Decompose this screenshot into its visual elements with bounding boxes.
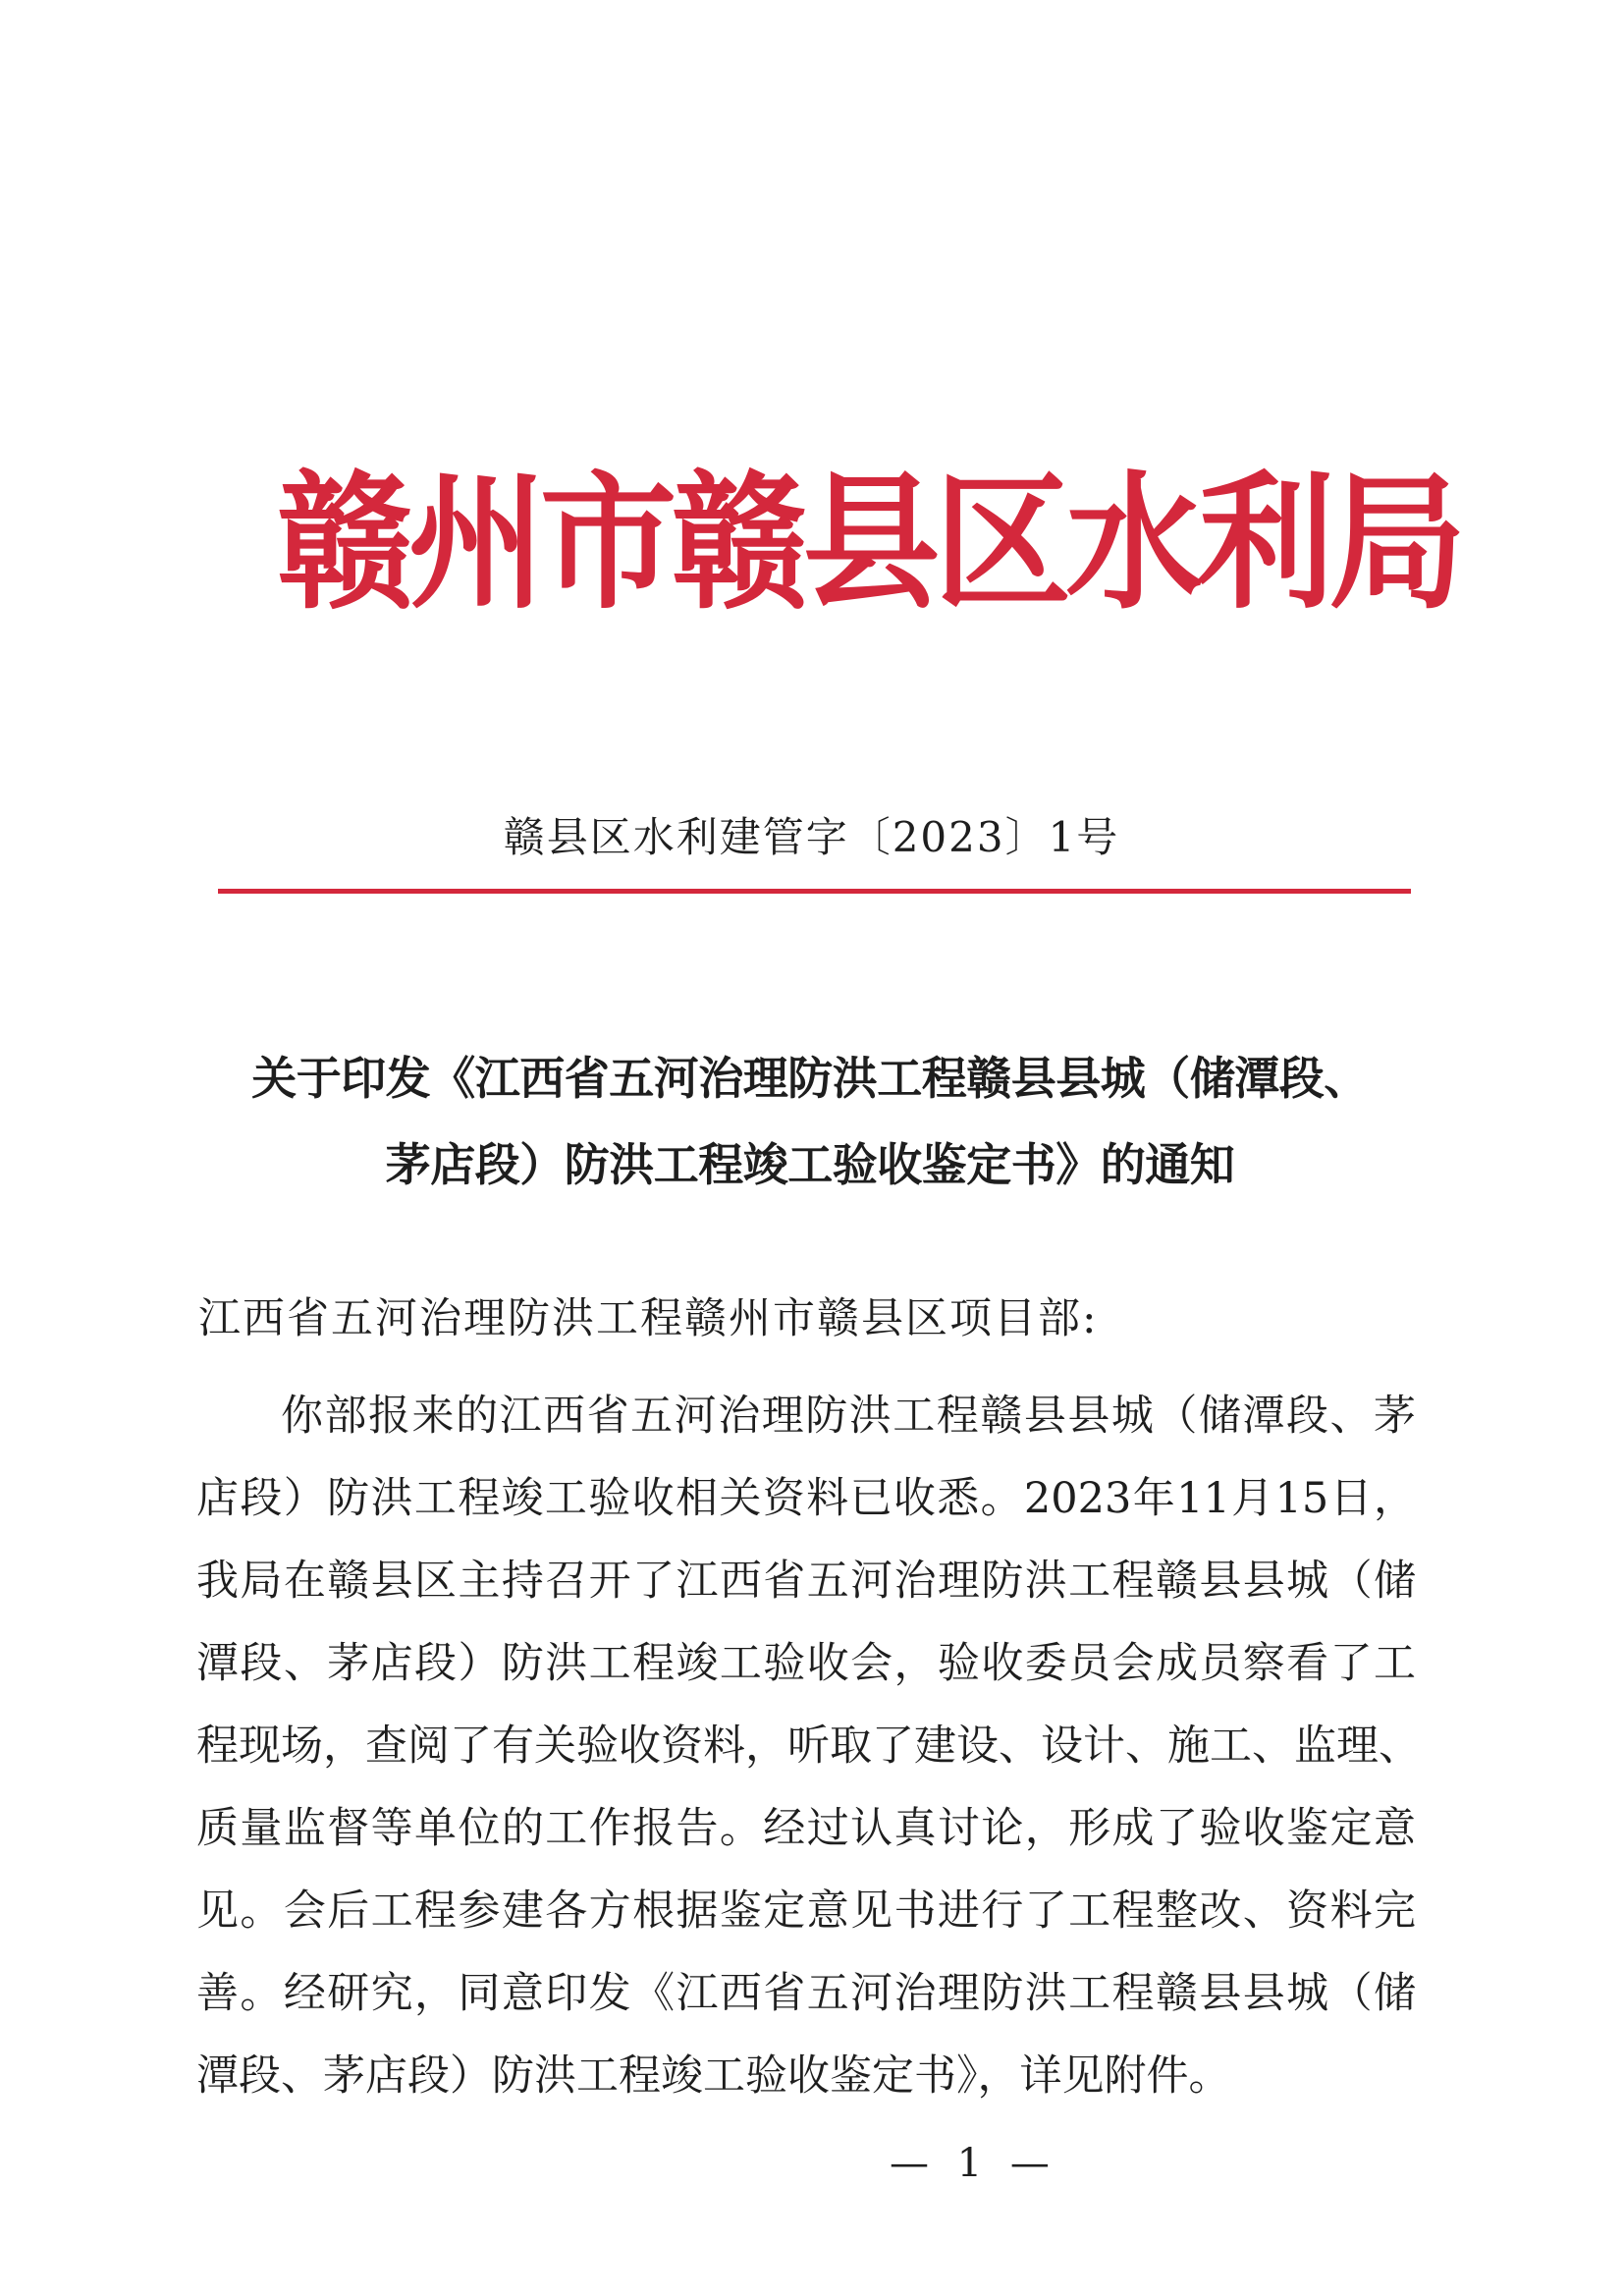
red-divider-line: [218, 889, 1411, 894]
body-paragraph: [196, 1375, 1421, 2117]
notice-title: [187, 1035, 1434, 1208]
body-line: 我局在赣县区主持召开了江西省五河治理防洪工程赣县县城（储: [196, 1557, 1416, 1606]
addressee: 江西省五河治理防洪工程赣州市赣县区项目部:: [198, 1294, 1099, 1343]
body-line: 潭段、茅店段）防洪工程竣工验收会，验收委员会成员察看了工: [196, 1639, 1416, 1688]
body-line: 程现场，查阅了有关验收资料，听取了建设、设计、施工、监理、: [196, 1722, 1421, 1771]
document-number: 赣县区水利建管字〔2023〕1号: [503, 813, 1120, 861]
body-line: 质量监督等单位的工作报告。经过认真讨论，形成了验收鉴定意: [196, 1804, 1416, 1853]
issuing-authority-title: 赣州市赣县区水利局: [277, 459, 1461, 629]
body-line: 潭段、茅店段）防洪工程竣工验收鉴定书》，详见附件。: [196, 2051, 1231, 2101]
notice-title-line: 关于印发《江西省五河治理防洪工程赣县县城（储潭段、: [251, 1052, 1369, 1105]
body-line: 你部报来的江西省五河治理防洪工程赣县县城（储潭段、茅: [281, 1392, 1416, 1441]
body-line: 店段）防洪工程竣工验收相关资料已收悉。2023年11月15日，: [196, 1474, 1416, 1523]
body-line: 见。会后工程参建各方根据鉴定意见书进行了工程整改、资料完: [196, 1886, 1416, 1936]
page-number: — 1 —: [890, 2141, 1057, 2186]
notice-title-line: 茅店段）防洪工程竣工验收鉴定书》的通知: [385, 1138, 1235, 1191]
body-line: 善。经研究，同意印发《江西省五河治理防洪工程赣县县城（储: [196, 1969, 1416, 2018]
